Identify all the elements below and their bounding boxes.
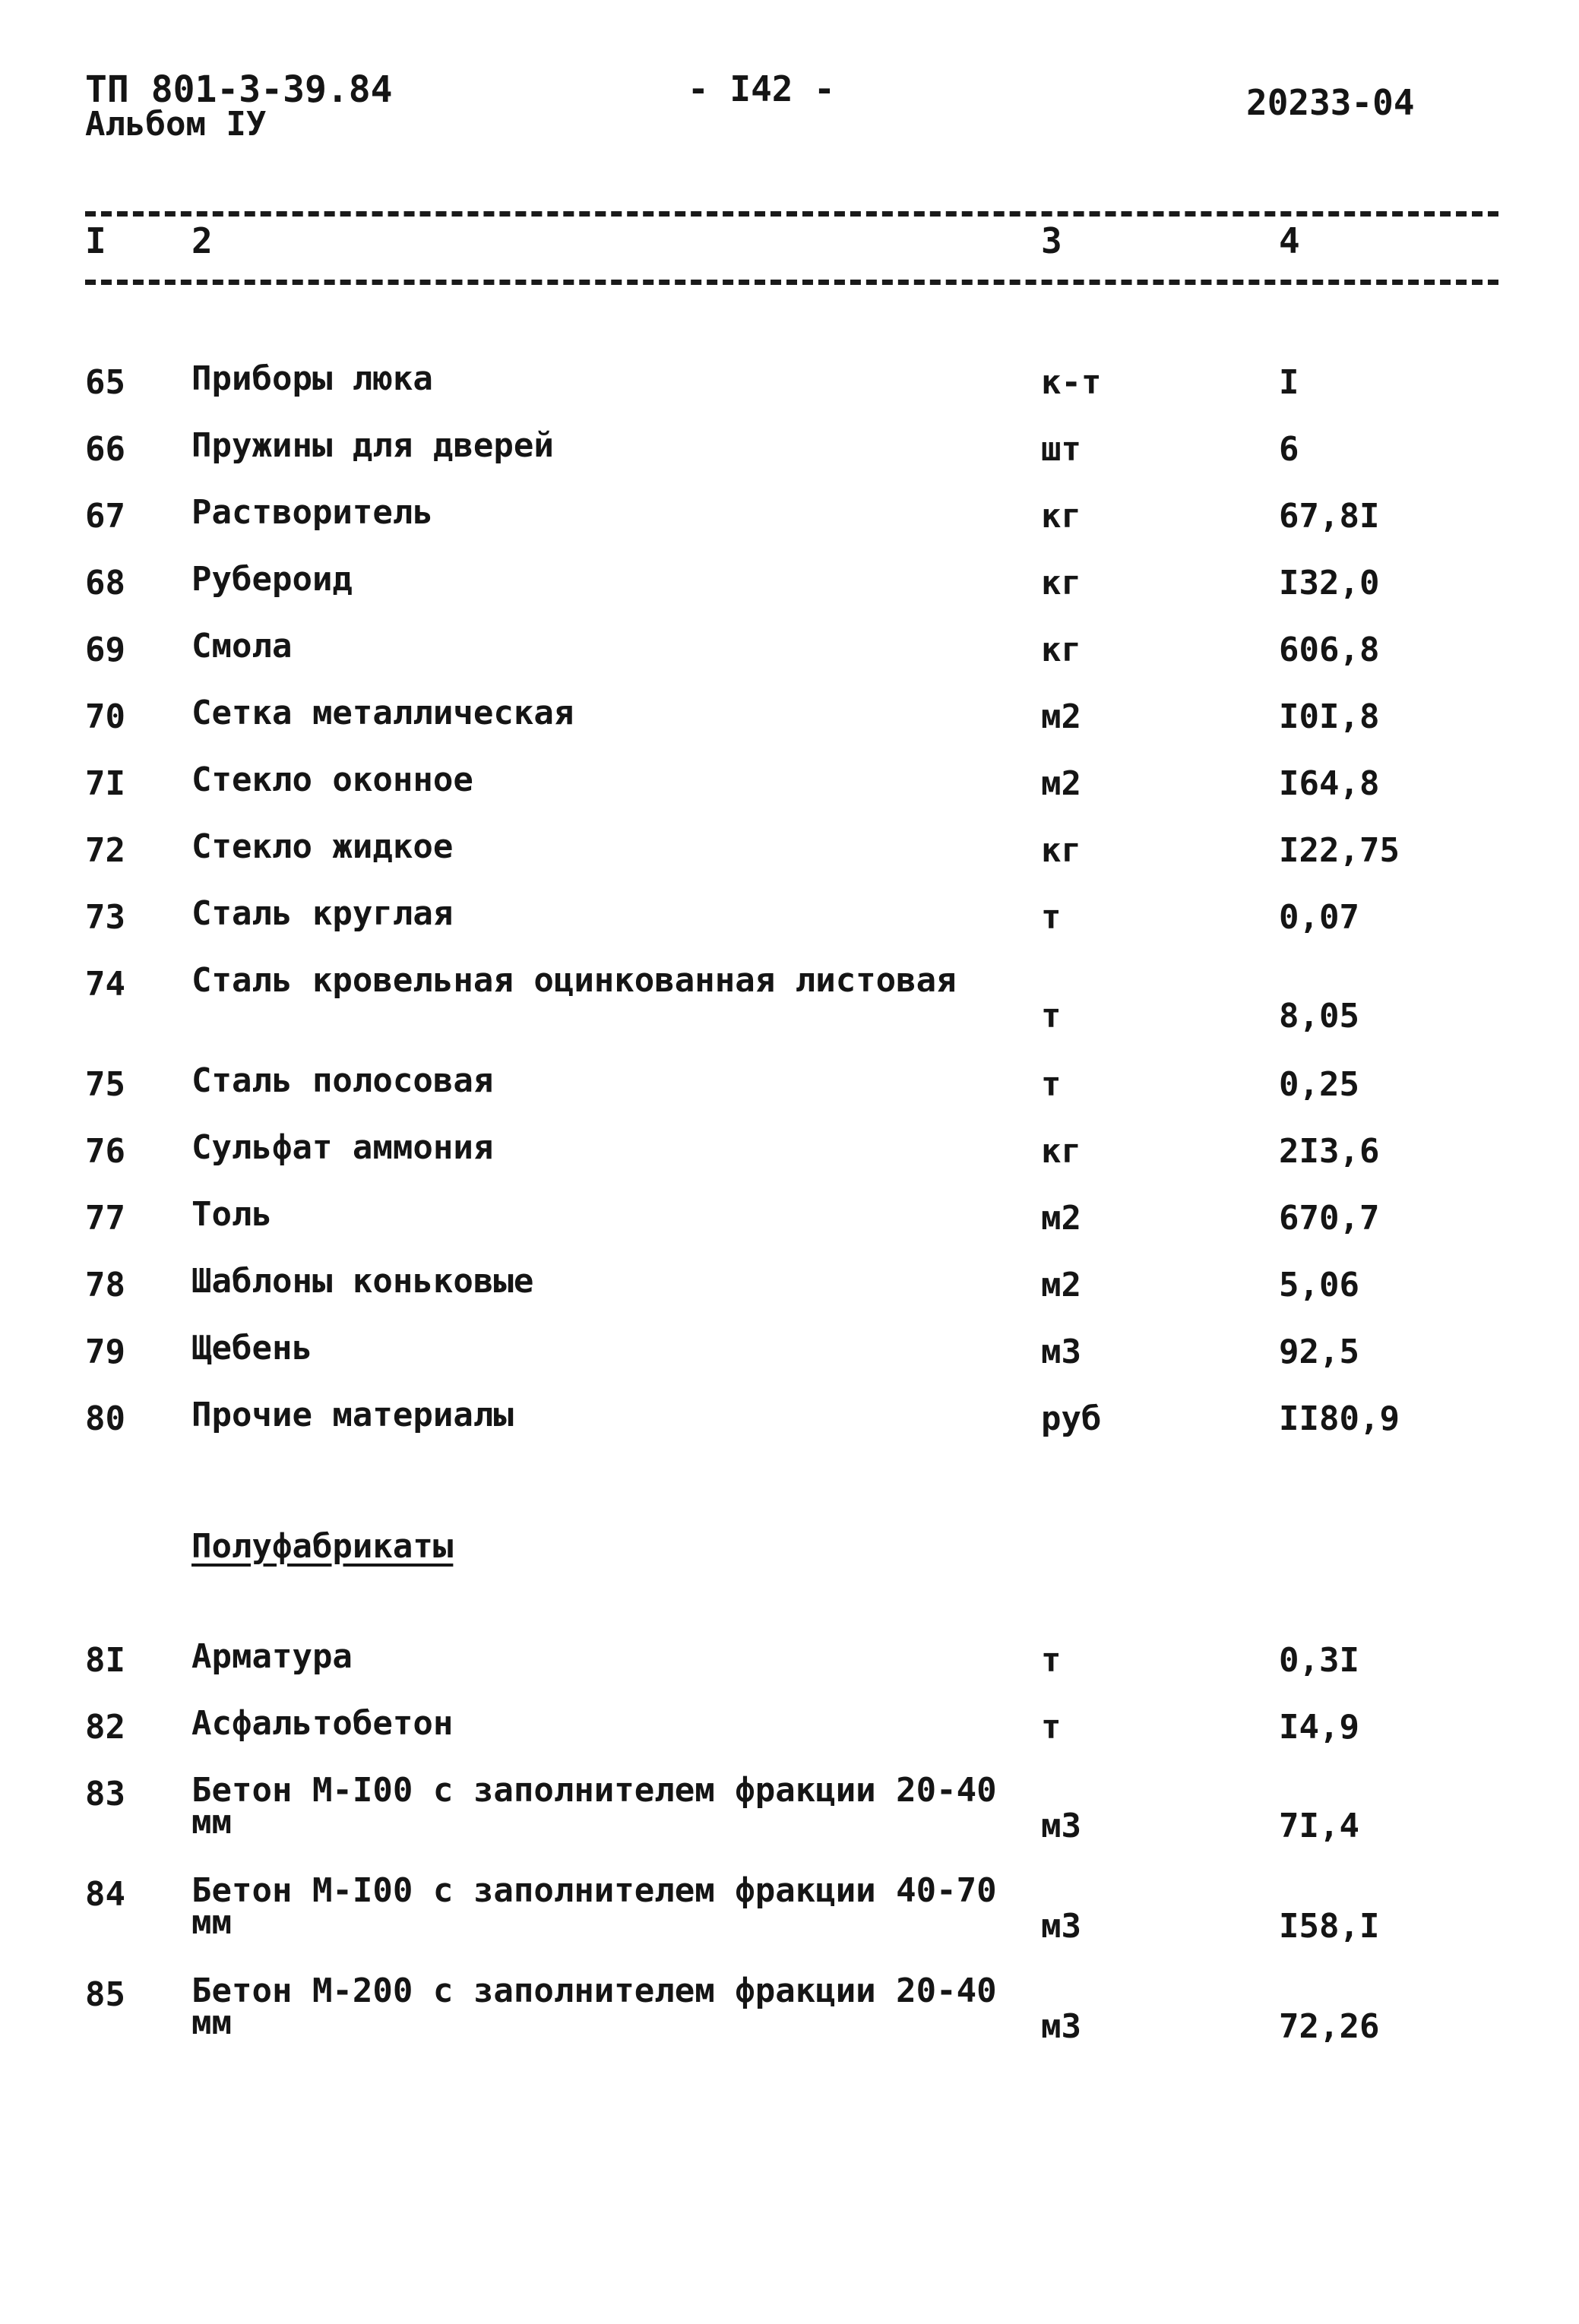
row-quantity: 5,06 <box>1279 1266 1359 1304</box>
row-quantity: 92,5 <box>1279 1333 1359 1371</box>
row-quantity: 2I3,6 <box>1279 1132 1380 1171</box>
row-number: 79 <box>85 1333 125 1371</box>
row-name: Стекло жидкое <box>191 827 454 866</box>
row-name: Арматура <box>191 1637 353 1676</box>
row-unit: м3 <box>1041 1807 1081 1845</box>
table-row <box>0 1971 1579 2074</box>
row-name: Асфальтобетон <box>191 1704 454 1743</box>
col-header-2: 2 <box>191 220 213 261</box>
table-row <box>0 426 1579 497</box>
table-row <box>0 560 1579 631</box>
row-number: 83 <box>85 1775 125 1813</box>
row-unit: м2 <box>1041 697 1081 736</box>
row-unit: т <box>1041 1065 1062 1104</box>
row-unit: м3 <box>1041 1907 1081 1946</box>
divider-header-bottom <box>85 280 1498 285</box>
table-row <box>0 827 1579 898</box>
row-unit: кг <box>1041 1132 1081 1171</box>
row-unit: м2 <box>1041 1199 1081 1238</box>
row-quantity: 0,3I <box>1279 1641 1359 1680</box>
row-number: 77 <box>85 1199 125 1238</box>
table-row <box>0 961 1579 1064</box>
doc-number: ТП 801-3-39.84 <box>85 68 393 111</box>
table-row <box>0 760 1579 831</box>
row-unit: т <box>1041 898 1062 937</box>
row-quantity: 67,8I <box>1279 497 1380 536</box>
row-unit: кг <box>1041 631 1081 669</box>
row-unit: т <box>1041 997 1062 1036</box>
table-row <box>0 1396 1579 1466</box>
row-name: Щебень <box>191 1329 312 1368</box>
table-row <box>0 1128 1579 1199</box>
row-quantity: I4,9 <box>1279 1708 1359 1747</box>
row-name: Бетон М-I00 с заполнителем фракции 40-70 мм <box>191 1871 997 1942</box>
row-name: Толь <box>191 1195 272 1234</box>
row-unit: кг <box>1041 497 1081 536</box>
table-row <box>0 359 1579 430</box>
row-quantity: 8,05 <box>1279 997 1359 1036</box>
album-label: Альбом IУ <box>85 105 267 144</box>
table-row <box>0 1637 1579 1708</box>
row-name: Растворитель <box>191 493 433 532</box>
doc-code: 20233-04 <box>1246 82 1415 123</box>
divider-top <box>85 211 1498 217</box>
row-name: Смола <box>191 627 293 666</box>
col-header-3: 3 <box>1041 220 1062 261</box>
row-number: 8I <box>85 1641 125 1680</box>
row-quantity: 670,7 <box>1279 1199 1380 1238</box>
row-unit: кг <box>1041 831 1081 870</box>
table-row <box>0 1195 1579 1266</box>
row-name: Бетон М-I00 с заполнителем фракции 20-40 мм <box>191 1771 997 1842</box>
row-unit: м2 <box>1041 764 1081 803</box>
row-unit: т <box>1041 1641 1062 1680</box>
table-row <box>0 627 1579 697</box>
row-unit: т <box>1041 1708 1062 1747</box>
row-quantity: 0,25 <box>1279 1065 1359 1104</box>
table-row <box>0 694 1579 764</box>
table-row <box>0 1704 1579 1775</box>
row-quantity: 0,07 <box>1279 898 1359 937</box>
table-row <box>0 1871 1579 1974</box>
row-name: Бетон М-200 с заполнителем фракции 20-40 мм <box>191 1971 997 2042</box>
row-name: Рубероид <box>191 560 353 599</box>
row-number: 73 <box>85 898 125 937</box>
row-unit: шт <box>1041 430 1081 469</box>
col-header-1: I <box>85 220 106 261</box>
row-number: 72 <box>85 831 125 870</box>
page-number: - I42 - <box>688 68 835 109</box>
row-quantity: I32,0 <box>1279 564 1380 602</box>
row-number: 75 <box>85 1065 125 1104</box>
table-row <box>0 1771 1579 1873</box>
table-row <box>0 1329 1579 1399</box>
row-name: Стекло оконное <box>191 760 473 799</box>
row-quantity: II80,9 <box>1279 1399 1400 1438</box>
row-name: Сталь кровельная оцинкованная листовая <box>191 961 957 1000</box>
row-quantity: 606,8 <box>1279 631 1380 669</box>
table-row <box>0 894 1579 965</box>
row-unit: руб <box>1041 1399 1102 1438</box>
row-name: Сталь полосовая <box>191 1061 494 1100</box>
row-number: 7I <box>85 764 125 803</box>
col-header-4: 4 <box>1279 220 1300 261</box>
row-number: 82 <box>85 1708 125 1747</box>
row-quantity: 7I,4 <box>1279 1807 1359 1845</box>
row-number: 68 <box>85 564 125 602</box>
row-number: 78 <box>85 1266 125 1304</box>
table-row <box>0 493 1579 564</box>
row-name: Приборы люка <box>191 359 433 398</box>
table-row <box>0 1262 1579 1333</box>
row-quantity: I <box>1279 363 1299 402</box>
row-name: Пружины для дверей <box>191 426 554 465</box>
row-number: 66 <box>85 430 125 469</box>
row-quantity: I22,75 <box>1279 831 1400 870</box>
row-name: Сталь круглая <box>191 894 454 933</box>
row-number: 84 <box>85 1875 125 1914</box>
row-quantity: I64,8 <box>1279 764 1380 803</box>
row-unit: м2 <box>1041 1266 1081 1304</box>
row-name: Сетка металлическая <box>191 694 574 732</box>
section-title: Полуфабрикаты <box>191 1527 454 1566</box>
row-number: 70 <box>85 697 125 736</box>
row-unit: кг <box>1041 564 1081 602</box>
row-number: 85 <box>85 1975 125 2014</box>
row-number: 69 <box>85 631 125 669</box>
row-unit: к-т <box>1041 363 1102 402</box>
table-row <box>0 1061 1579 1132</box>
row-number: 76 <box>85 1132 125 1171</box>
row-number: 80 <box>85 1399 125 1438</box>
row-number: 65 <box>85 363 125 402</box>
row-quantity: I0I,8 <box>1279 697 1380 736</box>
row-name: Сульфат аммония <box>191 1128 494 1167</box>
row-name: Прочие материалы <box>191 1396 514 1434</box>
row-quantity: 72,26 <box>1279 2007 1380 2046</box>
row-unit: м3 <box>1041 1333 1081 1371</box>
row-quantity: I58,I <box>1279 1907 1380 1946</box>
row-number: 67 <box>85 497 125 536</box>
row-unit: м3 <box>1041 2007 1081 2046</box>
row-number: 74 <box>85 965 125 1004</box>
row-name: Шаблоны коньковые <box>191 1262 534 1301</box>
row-quantity: 6 <box>1279 430 1299 469</box>
